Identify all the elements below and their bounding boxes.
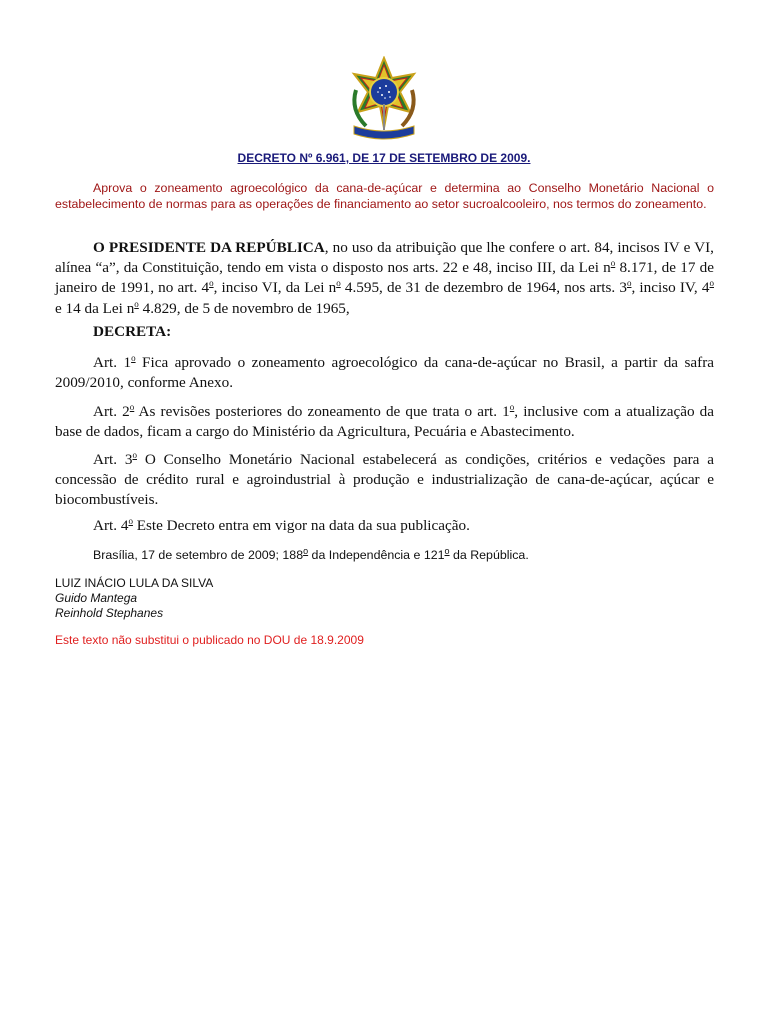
article-1 (55, 353, 714, 393)
superscript: o (509, 401, 515, 412)
coat-of-arms-emblem (344, 56, 424, 140)
superscript: o (209, 278, 214, 289)
preamble-text: , inciso IV, 4 (631, 279, 710, 297)
preamble-text: , no uso da atribuição que lhe confere o art. 84, incisos IV e VI, alínea “a”, da Constituição, tendo em vista o disposto nos arts. 22 e 48, inciso III, da Lei n (55, 239, 714, 277)
article-label: Art. 4 (93, 517, 129, 534)
article-text: Este Decreto entra em vigor na data da sua publicação. (132, 517, 470, 534)
decreta-heading: DECRETA: (93, 323, 172, 340)
place-date-text: da Independência e 121 (308, 548, 445, 562)
article-text: , inclusive com a atualização da base de dados, ficam a cargo do Ministério da Agricultura, Pecuária e Abastecimento. (55, 403, 715, 441)
superscript: o (626, 278, 632, 289)
article-3 (55, 450, 714, 511)
signatory-minister-2: Reinhold Stephanes (55, 606, 164, 620)
superscript: o (336, 278, 341, 289)
superscript: o (610, 258, 616, 269)
place-date-text: da República. (449, 548, 529, 562)
place-and-date (93, 545, 529, 562)
article-text: Fica aprovado o zoneamento agroecológico da cana-de-açúcar no Brasil, a partir da safra 2009/2010, conforme Anexo. (55, 354, 714, 392)
superscript: o (303, 545, 309, 556)
article-text: O Conselho Monetário Nacional estabelecerá as condições, critérios e vedações para a concessão de crédito rural e agroindustrial à produção e industrialização de cana-de-açúcar, açúcar e biocombustíveis. (55, 451, 714, 509)
superscript: o (131, 352, 136, 363)
preamble-text: 4.829, de 5 de novembro de 1965, (138, 299, 350, 317)
superscript: o (132, 449, 137, 460)
preamble-text: 8.171, de 17 de janeiro de 1991, no art. 4 (55, 259, 714, 297)
article-text: As revisões posteriores do zoneamento de que trata o art. 1 (134, 403, 510, 420)
preamble-text: e 14 da Lei n (55, 299, 135, 317)
blue-disc (370, 78, 398, 106)
place-date-text: Brasília, 17 de setembro de 2009; 188 (93, 548, 304, 562)
decree-summary: Aprova o zoneamento agroecológico da cana-de-açúcar e determina ao Conselho Monetário Nacional o estabelecimento de normas para as operações de financiamento ao setor sucroalcooleiro, nos termos do zoneamento. (55, 181, 714, 211)
article-2 (55, 402, 714, 442)
superscript: o (444, 545, 450, 556)
decree-title: DECRETO Nº 6.961, DE 17 DE SETEMBRO DE 2009. (237, 151, 531, 165)
article-label: Art. 3 (93, 451, 133, 468)
preamble (55, 238, 714, 319)
article-4 (55, 516, 714, 536)
publication-notice: Este texto não substitui o publicado no DOU de 18.9.2009 (55, 633, 364, 647)
article-label: Art. 2 (93, 403, 130, 420)
superscript: o (128, 515, 133, 526)
signatory-minister-1: Guido Mantega (55, 591, 138, 605)
preamble-text: , inciso VI, da Lei n (213, 279, 337, 297)
superscript: o (134, 298, 139, 309)
article-label: Art. 1 (93, 354, 132, 371)
preamble-text: 4.595, de 31 de dezembro de 1964, nos arts. 3 (340, 279, 627, 297)
sword (383, 104, 385, 130)
preamble-label: O PRESIDENTE DA REPÚBLICA (93, 239, 325, 256)
signatory-president: LUIZ INÁCIO LULA DA SILVA (55, 576, 214, 590)
superscript: o (709, 278, 714, 289)
superscript: o (129, 401, 135, 412)
